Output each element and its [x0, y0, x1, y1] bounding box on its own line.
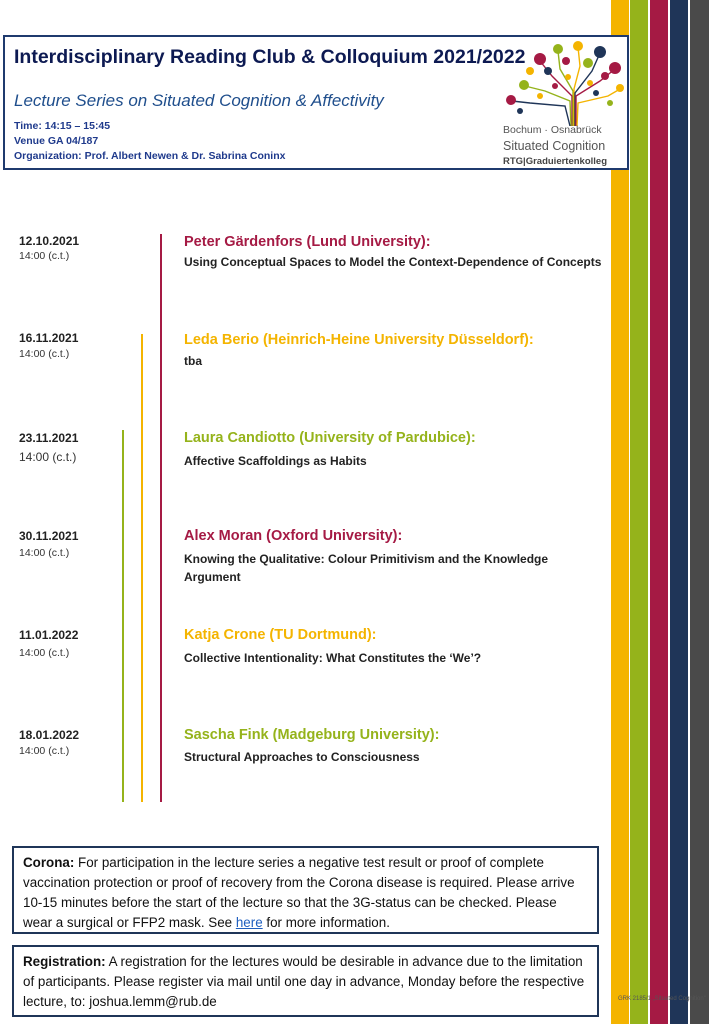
corona-text: For participation in the lecture series a negative test result or proof of complete vaccination protection or proof of recovery from the Corona disease is required. Please arrive 10-15 minutes before the start of the lecture so that the 3G-status can be checked. Please wear a surgical or FFP2 mask. See: [23, 855, 575, 930]
lecture-date: 30.11.2021: [19, 529, 79, 543]
registration-text: A registration for the lectures would be desirable in advance due to the limitation of participants. Please register via mail until one day in advance, Monday before the respective lecture, to: joshua.lemm@rub.de: [23, 954, 585, 1009]
lecture-speaker: Alex Moran (Oxford University):: [184, 528, 403, 544]
stripe-green: [630, 0, 648, 1024]
lecture-speaker: Katja Crone (TU Dortmund):: [184, 627, 377, 643]
corona-notice: [12, 846, 599, 934]
page-title: Interdisciplinary Reading Club & Colloquium 2021/2022: [14, 46, 526, 68]
footer-note: GRK 2185/1 „Situated Cognition“: [618, 996, 706, 1002]
lecture-date: 23.11.2021: [19, 431, 79, 445]
logo-name: Situated Cognition: [503, 139, 606, 153]
lecture-speaker: Peter Gärdenfors (Lund University):: [184, 234, 431, 250]
lecture-speaker: Leda Berio (Heinrich-Heine University Düsseldorf):: [184, 332, 534, 348]
lecture-topic: Using Conceptual Spaces to Model the Context-Dependence of Concepts: [184, 255, 602, 269]
stripe-gray: [690, 0, 709, 1024]
lecture-topic: Knowing the Qualitative: Colour Primitivism and the Knowledge Argument: [184, 552, 549, 584]
logo-rtg: RTG|Graduiertenkolleg: [503, 156, 608, 167]
stripe-navy: [670, 0, 688, 1024]
registration-label: Registration:: [23, 954, 106, 969]
lecture-time: 14:00 (c.t.): [19, 647, 70, 659]
lecture-date: 16.11.2021: [19, 331, 79, 345]
lecture-topic: Collective Intentionality: What Constitutes the ‘We’?: [184, 651, 482, 665]
timeline-line-crimson: [160, 234, 162, 802]
lecture-speaker: Laura Candiotto (University of Pardubice):: [184, 430, 476, 446]
corona-label: Corona:: [23, 855, 75, 870]
lecture-time: 14:00 (c.t.): [19, 250, 70, 262]
lecture-date: 11.01.2022: [19, 628, 79, 642]
lecture-speaker: Sascha Fink (Madgeburg University):: [184, 727, 440, 743]
lecture-time: 14:00 (c.t.): [19, 450, 77, 464]
lecture-time: 14:00 (c.t.): [19, 547, 70, 559]
organization-info: Organization: Prof. Albert Newen & Dr. Sabrina Coninx: [14, 150, 286, 162]
more-info-link[interactable]: here: [235, 915, 263, 930]
registration-notice: [12, 945, 599, 1017]
lecture-topic: Affective Scaffoldings as Habits: [184, 454, 367, 468]
venue-info: Venue GA 04/187: [14, 135, 99, 147]
lecture-topic: Structural Approaches to Consciousness: [184, 750, 420, 764]
lecture-time: 14:00 (c.t.): [19, 745, 70, 757]
header-box: [3, 35, 629, 170]
logo-cities: Bochum · Osnabrück: [503, 124, 602, 136]
page-subtitle: Lecture Series on Situated Cognition & Affectivity: [14, 91, 384, 110]
lecture-date: 18.01.2022: [19, 728, 80, 742]
lecture-time: 14:00 (c.t.): [19, 348, 70, 360]
corona-text-end: for more information.: [262, 915, 390, 930]
situated-cognition-logo: [500, 41, 625, 169]
stripe-crimson: [650, 0, 668, 1024]
timeline-line-green: [122, 430, 124, 802]
tree-logo-icon: [500, 41, 625, 126]
time-info: Time: 14:15 – 15:45: [14, 120, 111, 132]
lecture-date: 12.10.2021: [19, 234, 80, 248]
timeline-line-yellow: [141, 334, 143, 802]
lecture-topic: tba: [184, 354, 202, 368]
